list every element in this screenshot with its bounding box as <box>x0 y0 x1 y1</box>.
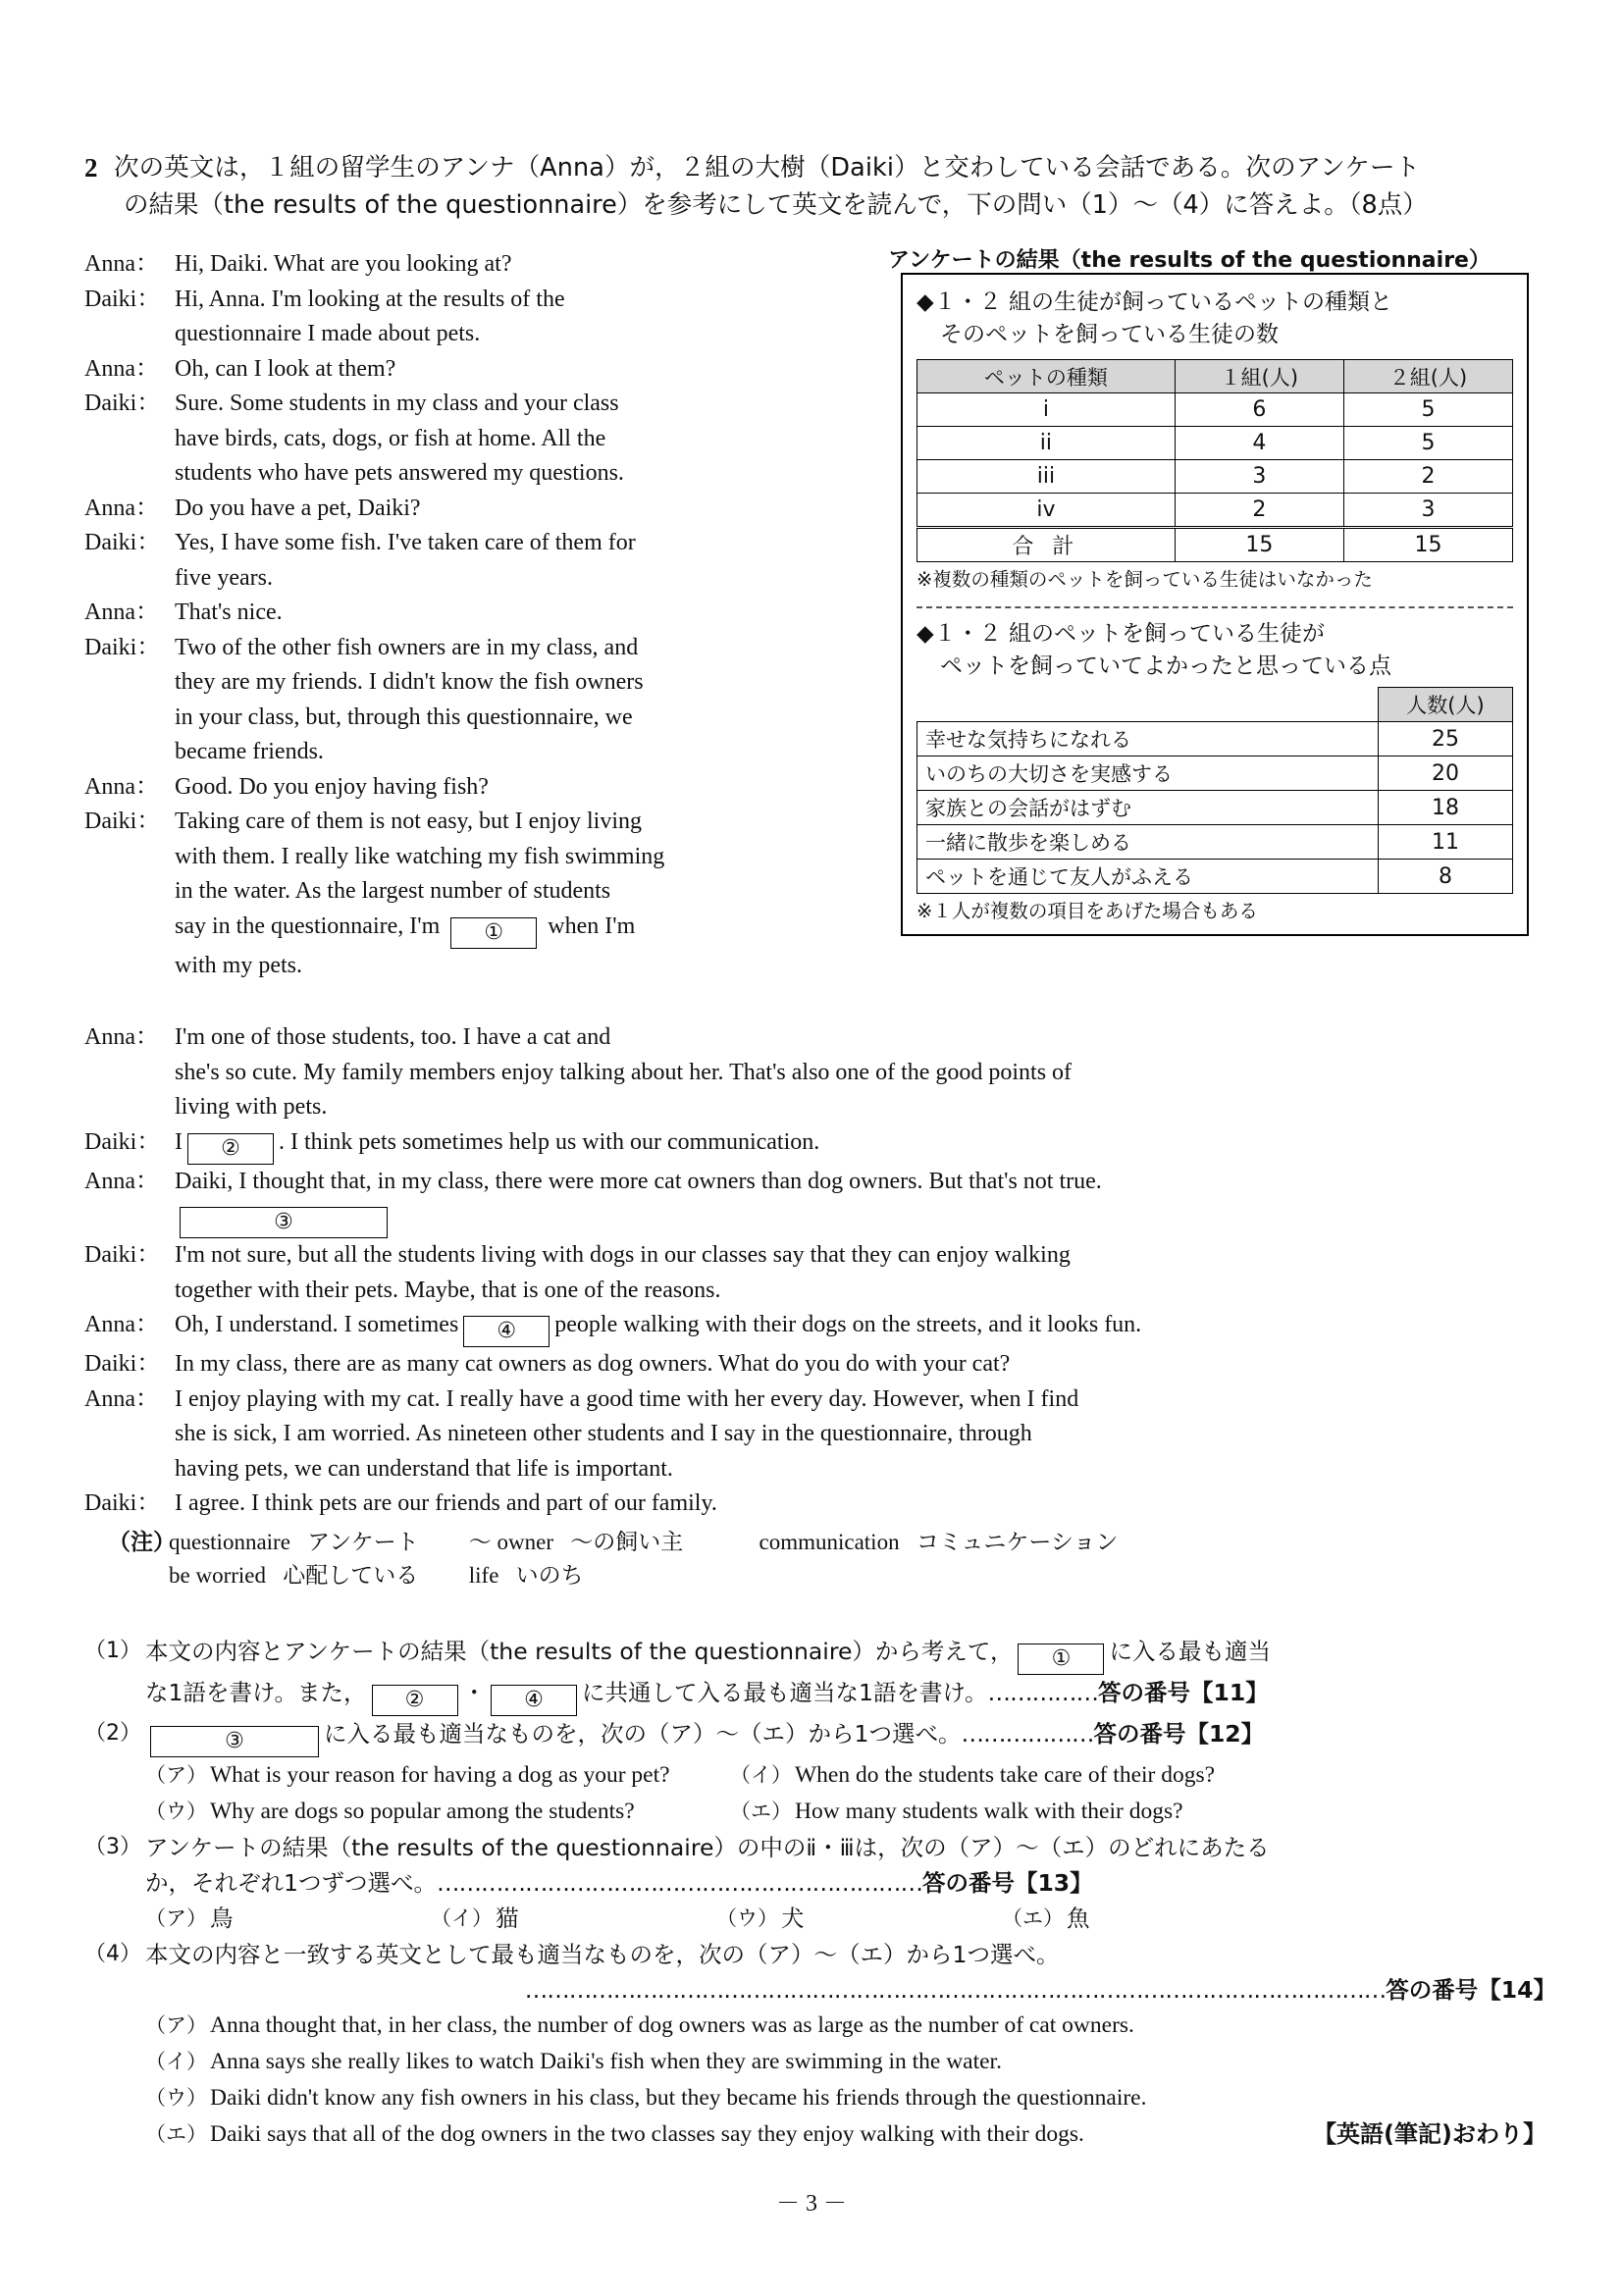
answer-blank-2[interactable]: ② <box>187 1133 274 1165</box>
table-row <box>917 757 1513 791</box>
dialogue-wide-column <box>84 1020 1546 1522</box>
note-gloss: ～の飼い主 <box>570 1530 684 1555</box>
cell-class1: 6 <box>1175 393 1343 427</box>
utterance: I agree. I think pets are our friends and part of our family. <box>175 1490 717 1516</box>
dialogue-line <box>84 1347 1546 1383</box>
dialogue-line <box>84 352 879 388</box>
cell-reason: いのちの大切さを実感する <box>917 757 1379 791</box>
speaker-label: Daiki： <box>84 1490 161 1516</box>
q1-blank-2[interactable]: ② <box>372 1685 458 1716</box>
col-class1: １組(人) <box>1175 360 1343 393</box>
speaker-label: Daiki： <box>84 1351 161 1377</box>
table-row <box>917 427 1513 460</box>
dialogue-line <box>84 247 879 283</box>
utterance: Hi, Daiki. What are you looking at? <box>175 251 512 277</box>
table-row <box>917 825 1513 860</box>
notes-label: （注） <box>108 1530 176 1555</box>
question-3 <box>84 1830 1556 1865</box>
pet-types-table <box>916 359 1513 562</box>
utterance-cont: five years. <box>175 564 273 591</box>
q1-answer-number: 答の番号【11】 <box>1098 1679 1269 1706</box>
section1-heading <box>916 287 1513 351</box>
cell-type: iv <box>917 494 1176 528</box>
notes-items <box>169 1559 1550 1592</box>
utterance-cont: have birds, cats, dogs, or fish at home. All the <box>175 425 606 451</box>
speaker-label: Anna： <box>84 251 159 277</box>
question-4-choice-c <box>145 2080 1556 2116</box>
table-row <box>917 860 1513 894</box>
page-number: － 3 － <box>776 2191 847 2217</box>
utterance: I'm not sure, but all the students living with dogs in our classes say that they can enjoy walking <box>175 1242 1071 1268</box>
question-3-label: （3） <box>84 1835 141 1859</box>
table-row <box>917 393 1513 427</box>
dialogue-line <box>84 1487 1546 1522</box>
note-gloss: いのち <box>515 1563 584 1589</box>
utterance-cont-blank3 <box>175 1199 1546 1238</box>
notes-row-1 <box>108 1526 1550 1559</box>
utterance-cont: she's so cute. My family members enjoy talking about her. That's also one of the good points of <box>175 1059 1073 1085</box>
dialogue-column <box>84 247 879 983</box>
utterance: I'm one of those students, too. I have a cat and <box>175 1024 611 1050</box>
utterance-cont: in the water. As the largest number of students <box>175 878 611 904</box>
note-term: communication <box>759 1530 900 1554</box>
pet-benefits-table <box>916 687 1513 894</box>
choice-text[interactable]: Daiki says that all of the dog owners in the two classes say they enjoy walking with their dogs. <box>210 2121 1084 2147</box>
choice-mark: （ウ） <box>145 1800 207 1823</box>
q4-answer-number: 答の番号【14】 <box>1386 1976 1556 2004</box>
choice-text[interactable]: Anna thought that, in her class, the number of dog owners was as large as the number of cat owners. <box>210 2012 1134 2038</box>
cell-type: iii <box>917 460 1176 494</box>
q1-text-b: に入る最も適当 <box>1109 1638 1271 1665</box>
dialogue-line <box>84 770 879 806</box>
text-before-blank: say in the questionnaire, I'm <box>175 913 441 939</box>
note-gloss: コミュニケーション <box>916 1530 1119 1555</box>
questionnaire-title: アンケートの結果（the results of the questionnaire） <box>888 248 1491 273</box>
note-term: ～ owner <box>468 1530 553 1554</box>
dialogue-line-boxed <box>84 1125 1546 1165</box>
question-3-line2 <box>145 1865 1556 1901</box>
table-header-row <box>917 360 1513 393</box>
speaker-label: Daiki： <box>84 809 161 834</box>
q3-dots: ………………………………………………………… <box>436 1869 922 1897</box>
utterance-cont: became friends. <box>175 739 324 764</box>
speaker-label: Anna： <box>84 1024 159 1050</box>
dialogue-line <box>84 283 879 318</box>
prompt-line-2: の結果（the results of the questionnaire）を参考にして英文を読んで，下の問い（1）～（4）に答えよ。（8点） <box>124 190 1428 220</box>
utterance-cont: having pets, we can understand that life is important. <box>175 1455 673 1482</box>
choice-mark: （エ） <box>1002 1906 1064 1930</box>
section2-heading-line2: ペットを飼っていてよかったと思っている点 <box>940 653 1391 679</box>
question-number: 2 <box>84 153 98 183</box>
question-2 <box>84 1716 1556 1757</box>
section2-heading-line1: ◆１・２ 組のペットを飼っている生徒が <box>916 621 1325 647</box>
text-after-blank: when I'm <box>548 913 636 939</box>
utterance: Two of the other fish owners are in my class, and <box>175 634 639 660</box>
notes-items <box>169 1526 1550 1559</box>
q2-answer-number: 答の番号【12】 <box>1093 1720 1265 1748</box>
utterance-cont: living with pets. <box>175 1094 328 1120</box>
choice-mark: （イ） <box>431 1906 493 1930</box>
choice-text[interactable]: Daiki didn't know any fish owners in his class, but they became his friends through the questionnaire. <box>210 2085 1147 2111</box>
question-2-body <box>145 1716 1556 1757</box>
q2-blank-3[interactable]: ③ <box>150 1726 319 1757</box>
speaker-label: Daiki： <box>84 634 161 660</box>
dialogue-line <box>84 1383 1546 1418</box>
table-row <box>917 791 1513 825</box>
question-1-label: （1） <box>84 1639 141 1663</box>
dialogue-line <box>84 526 879 561</box>
utterance: Yes, I have some fish. I've taken care of them for <box>175 530 636 555</box>
question-1 <box>84 1634 1556 1675</box>
q2-dots: ……………… <box>961 1720 1094 1748</box>
note-item <box>169 1526 463 1559</box>
text-before-blank: I <box>175 1128 183 1155</box>
q3-text-b: か，それぞれ1つずつ選べ。 <box>145 1869 437 1897</box>
question-1-body <box>145 1634 1556 1675</box>
cell-count: 20 <box>1379 757 1513 791</box>
utterance-cont: with my pets. <box>175 952 302 978</box>
utterance: Oh, can I look at them? <box>175 355 396 382</box>
q3-answer-number: 答の番号【13】 <box>921 1869 1093 1897</box>
cell-type: i <box>917 393 1176 427</box>
section2-heading <box>916 618 1513 683</box>
cell-class1: 4 <box>1175 427 1343 460</box>
utterance: That's nice. <box>175 600 283 625</box>
choice-mark: （ア） <box>145 1763 207 1787</box>
question-4-dots-row <box>145 1972 1556 2008</box>
choice-mark: （イ） <box>730 1763 792 1787</box>
q1-text-c: な1語を書け。また， <box>145 1679 367 1706</box>
section1-note: ※複数の種類のペットを飼っている生徒はいなかった <box>916 568 1373 591</box>
col-class2: ２組(人) <box>1343 360 1512 393</box>
answer-blank-4[interactable]: ④ <box>463 1316 550 1347</box>
note-item <box>469 1526 754 1559</box>
q2-text: に入る最も適当なものを，次の（ア）～（エ）から1つ選べ。 <box>324 1720 962 1748</box>
speaker-label: Anna： <box>84 600 159 625</box>
choice-text[interactable]: When do the students take care of their dogs? <box>795 1762 1216 1788</box>
choice-text[interactable]: 鳥 <box>210 1905 234 1932</box>
speaker-label: Anna： <box>84 1385 159 1412</box>
q1-blank-1[interactable]: ① <box>1018 1644 1104 1675</box>
cell-count: 25 <box>1379 722 1513 757</box>
utterance: In my class, there are as many cat owners as dog owners. What do you do with your cat? <box>175 1351 1011 1377</box>
dialogue-line-boxed <box>84 805 879 840</box>
questions-block <box>84 1634 1556 2153</box>
cell-class2: 3 <box>1343 494 1512 528</box>
table-row <box>917 722 1513 757</box>
note-item <box>759 1526 1119 1559</box>
speaker-label: Anna： <box>84 773 159 800</box>
question-2-choices-row-1 <box>145 1757 1556 1794</box>
cell-count: 8 <box>1379 860 1513 894</box>
utterance: I enjoy playing with my cat. I really have a good time with her every day. However, when I find <box>175 1385 1079 1412</box>
choice-text[interactable]: Why are dogs so popular among the students? <box>210 1799 635 1824</box>
cell-reason: 一緒に散歩を楽しめる <box>917 825 1379 860</box>
vocabulary-notes <box>108 1526 1550 1592</box>
dialogue-line <box>84 631 879 666</box>
q1-sep: ・ <box>462 1679 487 1706</box>
note-item <box>469 1559 584 1592</box>
end-of-section-note: 【英語(筆記)おわり】 <box>1313 2120 1546 2148</box>
cell-reason: 家族との会話がはずむ <box>917 791 1379 825</box>
choice-mark: （ウ） <box>716 1906 778 1930</box>
speaker-label: Anna： <box>84 495 159 521</box>
choice-mark: （エ） <box>730 1800 792 1823</box>
utterance-cont: they are my friends. I didn't know the fish owners <box>175 669 644 695</box>
utterance: Daiki, I thought that, in my class, there were more cat owners than dog owners. But that's not true. <box>175 1168 1102 1194</box>
speaker-label: Daiki： <box>84 1128 161 1155</box>
note-gloss: 心配している <box>283 1563 419 1589</box>
section1-heading-line2: そのペットを飼っている生徒の数 <box>940 322 1279 347</box>
question-4 <box>84 1937 1556 1972</box>
section1-heading-line1: ◆１・２ 組の生徒が飼っているペットの種類と <box>916 289 1392 315</box>
table-row <box>917 494 1513 528</box>
col-count: 人数(人) <box>1379 688 1513 722</box>
question-3-body: アンケートの結果（the results of the questionnaire）の中のⅱ・ⅲは，次の（ア）～（エ）のどれにあたる <box>145 1834 1270 1861</box>
choice-text[interactable]: How many students walk with their dogs? <box>795 1799 1183 1824</box>
col-reason-blank <box>917 688 1379 722</box>
utterance-cont: questionnaire I made about pets. <box>175 321 481 346</box>
choice-text[interactable]: 犬 <box>781 1905 805 1932</box>
q1-text-d: に共通して入る最も適当な1語を書け。 <box>582 1679 988 1706</box>
utterance <box>175 1125 1546 1165</box>
utterance-cont: in your class, but, through this questionnaire, we <box>175 704 633 730</box>
utterance: Do you have a pet, Daiki? <box>175 495 421 521</box>
prompt-block <box>84 149 1546 224</box>
table-total-row <box>917 528 1513 562</box>
question-4-choice-b <box>145 2044 1556 2080</box>
question-4-label: （4） <box>84 1942 141 1966</box>
question-3-choices <box>145 1901 1556 1937</box>
text-before-blank: Oh, I understand. I sometimes <box>175 1312 459 1337</box>
col-pet-type: ペットの種類 <box>917 360 1176 393</box>
cell-total-class1: 15 <box>1175 528 1343 562</box>
note-term: life <box>468 1563 499 1588</box>
utterance-cont-with-blank <box>175 910 879 949</box>
note-item <box>169 1559 463 1592</box>
text-after-blank: . I think pets sometimes help us with our communication. <box>279 1128 820 1155</box>
choice-mark: （ウ） <box>145 2086 207 2110</box>
cell-total-class2: 15 <box>1343 528 1512 562</box>
dialogue-line <box>84 1020 1546 1056</box>
question-2-choices-row-2 <box>145 1794 1556 1830</box>
utterance <box>175 1308 1546 1347</box>
note-gloss: アンケート <box>307 1530 419 1555</box>
utterance-cont: students who have pets answered my questions. <box>175 460 624 486</box>
question-4-choice-a <box>145 2008 1556 2044</box>
cell-count: 18 <box>1379 791 1513 825</box>
dialogue-line-boxed <box>84 1308 1546 1347</box>
utterance: Hi, Anna. I'm looking at the results of the <box>175 286 565 312</box>
cell-class2: 5 <box>1343 427 1512 460</box>
cell-type: ii <box>917 427 1176 460</box>
dialogue-line <box>84 387 879 422</box>
cell-reason: 幸せな気持ちになれる <box>917 722 1379 757</box>
section-divider <box>916 606 1513 608</box>
utterance: Taking care of them is not easy, but I enjoy living <box>175 809 642 834</box>
utterance: Sure. Some students in my class and your class <box>175 391 619 416</box>
choice-mark: （ア） <box>145 2013 207 2037</box>
prompt-line-1: 次の英文は，１組の留学生のアンナ（Anna）が，２組の大樹（Daiki）と交わしている会話である。次のアンケート <box>114 153 1421 183</box>
note-term: be worried <box>169 1563 266 1588</box>
choice-text[interactable]: 魚 <box>1067 1905 1090 1932</box>
table-row <box>917 460 1513 494</box>
notes-row-2 <box>108 1559 1550 1592</box>
q1-text-a: 本文の内容とアンケートの結果（the results of the questionnaire）から考えて， <box>145 1638 1014 1665</box>
utterance-cont: together with their pets. Maybe, that is one of the reasons. <box>175 1277 721 1303</box>
cell-reason: ペットを通じて友人がふえる <box>917 860 1379 894</box>
cell-class1: 2 <box>1175 494 1343 528</box>
dialogue-line <box>84 492 879 527</box>
speaker-label: Anna： <box>84 355 159 382</box>
q1-blank-4[interactable]: ④ <box>491 1685 577 1716</box>
choice-text[interactable]: 猫 <box>496 1905 519 1932</box>
q4-dots: ……………………………………………………………………………………………………… <box>524 1976 1387 2004</box>
questionnaire-box <box>901 273 1529 936</box>
answer-blank-3[interactable]: ③ <box>180 1207 388 1238</box>
question-2-label: （2） <box>84 1721 141 1746</box>
cell-total-label: 合 計 <box>917 528 1176 562</box>
note-term: questionnaire <box>169 1530 290 1554</box>
choice-mark: （ア） <box>145 1906 207 1930</box>
speaker-label: Anna： <box>84 1168 159 1194</box>
q1-dots: …………… <box>987 1679 1099 1706</box>
answer-blank-1[interactable]: ① <box>450 917 537 949</box>
cell-class2: 2 <box>1343 460 1512 494</box>
cell-class1: 3 <box>1175 460 1343 494</box>
question-4-body: 本文の内容と一致する英文として最も適当なものを，次の（ア）～（エ）から1つ選べ。 <box>145 1941 1060 1968</box>
dialogue-line <box>84 1165 1546 1200</box>
text-after-blank: people walking with their dogs on the streets, and it looks fun. <box>554 1312 1142 1337</box>
choice-mark: （エ） <box>145 2122 207 2146</box>
utterance: Good. Do you enjoy having fish? <box>175 773 489 800</box>
speaker-label: Daiki： <box>84 286 161 312</box>
dialogue-line <box>84 1238 1546 1274</box>
speaker-label: Daiki： <box>84 530 161 555</box>
table-header-row <box>917 688 1513 722</box>
utterance-cont: with them. I really like watching my fish swimming <box>175 843 665 869</box>
choice-text[interactable]: Anna says she really likes to watch Daiki's fish when they are swimming in the water. <box>210 2049 1002 2074</box>
speaker-label: Anna： <box>84 1312 159 1337</box>
cell-class2: 5 <box>1343 393 1512 427</box>
utterance-cont: she is sick, I am worried. As nineteen other students and I say in the questionnaire, through <box>175 1421 1032 1446</box>
section2-note: ※１人が複数の項目をあげた場合もある <box>916 900 1258 922</box>
question-1-line2 <box>145 1675 1556 1716</box>
speaker-label: Daiki： <box>84 391 161 416</box>
cell-count: 11 <box>1379 825 1513 860</box>
choice-text[interactable]: What is your reason for having a dog as your pet? <box>210 1762 670 1788</box>
dialogue-line <box>84 596 879 631</box>
choice-mark: （イ） <box>145 2050 207 2073</box>
speaker-label: Daiki： <box>84 1242 161 1268</box>
